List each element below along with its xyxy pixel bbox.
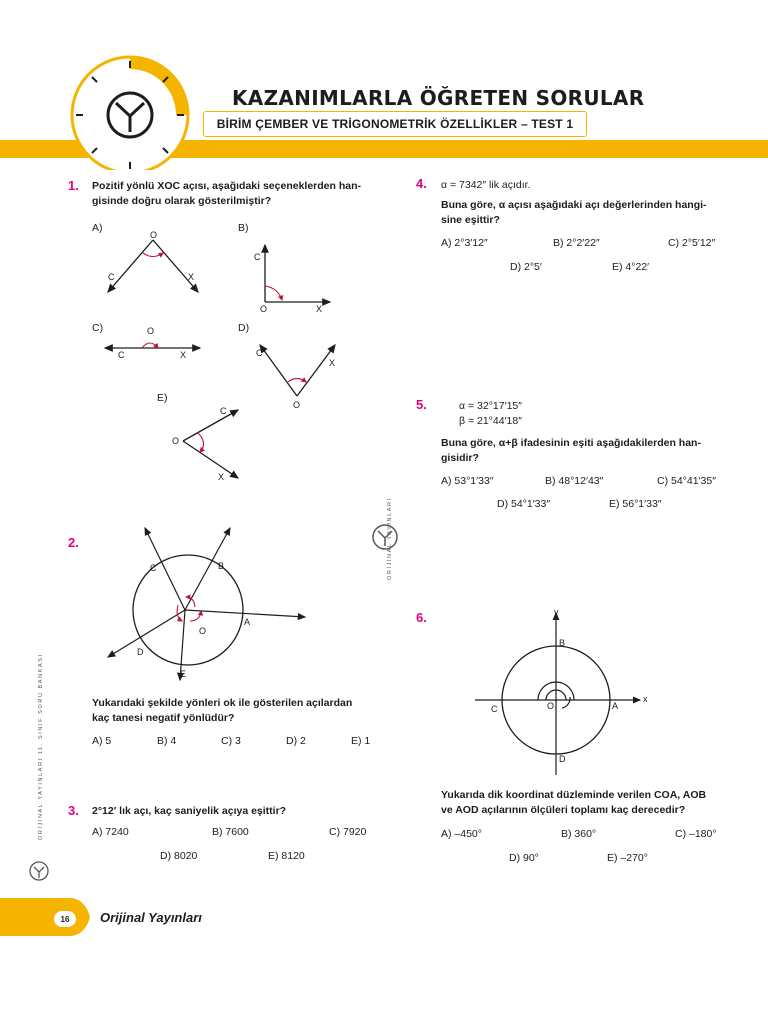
q1b-label-c: C (254, 252, 261, 262)
left-vertical-series: ORİJİNAL YAYINLARI 11. SINIF SORU BANKASI (38, 653, 44, 840)
q1d-label-x: X (329, 358, 336, 368)
q2-option-c[interactable]: C) 3 (221, 735, 241, 747)
q6-label-b: B (559, 638, 566, 648)
q2-circle-figure (100, 525, 330, 685)
page-number: 16 (54, 911, 76, 927)
q2-label-e: E (180, 669, 187, 679)
q2-label-a: A (244, 617, 251, 627)
q6-option-c[interactable]: C) –180° (675, 828, 717, 840)
q6-label-c: C (491, 704, 498, 714)
q3-option-b[interactable]: B) 7600 (212, 826, 249, 838)
q1d-label-c: C (256, 348, 263, 358)
q2-label-b: B (218, 561, 225, 571)
q6-label-a: A (612, 701, 619, 711)
q6-label-x: x (643, 694, 648, 704)
q5-number: 5. (416, 397, 427, 412)
q6-option-e[interactable]: E) –270° (607, 852, 648, 864)
q1b-label-o: O (260, 304, 268, 314)
page-title: KAZANIMLARLA ÖĞRETEN SORULAR (232, 86, 645, 110)
q1b-label-x: X (316, 304, 323, 314)
q4-given: α = 7342″ lik açıdır. (441, 179, 531, 191)
q1-angle-figures (0, 0, 768, 500)
center-logo-icon (370, 522, 400, 552)
q5-option-d[interactable]: D) 54°1′33″ (497, 498, 551, 510)
q1-text-line2: gisinde doğru olarak gösterilmiştir? (92, 195, 272, 207)
q5-beta: β = 21°44′18″ (459, 415, 522, 427)
q1-text-line1: Pozitif yönlü XOC açısı, aşağıdaki seçeneklerden han- (92, 180, 362, 192)
q6-text-line2: ve AOD açılarının ölçüleri toplamı kaç derecedir? (441, 804, 686, 816)
test-subtitle: BİRİM ÇEMBER VE TRİGONOMETRİK ÖZELLİKLER – TEST 1 (203, 111, 587, 137)
q6-label-d: D (559, 754, 566, 764)
q2-text-line2: kaç tanesi negatif yönlüdür? (92, 712, 235, 724)
q2-option-a[interactable]: A) 5 (92, 735, 112, 747)
q1a-label-x: X (188, 272, 195, 282)
q6-option-d[interactable]: D) 90° (509, 852, 539, 864)
q1e-label-c: C (220, 406, 227, 416)
q1d-label-o: O (293, 400, 301, 410)
q1c-label-c: C (118, 350, 125, 360)
q5-alpha: α = 32°17′15″ (459, 400, 522, 412)
q1a-label-c: C (108, 272, 115, 282)
q1e-label-o: O (172, 436, 180, 446)
q6-number: 6. (416, 610, 427, 625)
q5-option-e[interactable]: E) 56°1′33″ (609, 498, 662, 510)
q2-option-d[interactable]: D) 2 (286, 735, 306, 747)
q5-text-line1: Buna göre, α+β ifadesinin eşiti aşağıdakilerden han- (441, 437, 701, 449)
q6-text-line1: Yukarıda dik koordinat düzleminde verilen COA, AOB (441, 789, 707, 801)
q5-option-c[interactable]: C) 54°41′35″ (657, 475, 716, 487)
q5-text-line2: gisidir? (441, 452, 479, 464)
q6-label-o: O (547, 701, 555, 711)
q4-option-b[interactable]: B) 2°2′22″ (553, 237, 600, 249)
q6-label-y: y (554, 607, 559, 617)
publisher-name: Orijinal Yayınları (100, 910, 202, 925)
q4-number: 4. (416, 176, 427, 191)
q1-option-b[interactable]: B) (238, 222, 249, 234)
center-vertical-brand: ORİJİNAL YAYINLARI (387, 497, 393, 580)
q1-option-e[interactable]: E) (157, 392, 168, 404)
q6-option-a[interactable]: A) –450° (441, 828, 482, 840)
q3-option-c[interactable]: C) 7920 (329, 826, 367, 838)
q1e-label-x: X (218, 472, 225, 482)
q5-option-b[interactable]: B) 48°12′43″ (545, 475, 604, 487)
q2-number: 2. (68, 535, 79, 550)
q4-option-e[interactable]: E) 4°22′ (612, 261, 650, 273)
q2-label-o: O (199, 626, 207, 636)
q4-text-line2: sine eşittir? (441, 214, 500, 226)
q4-text-line1: Buna göre, α açısı aşağıdaki açı değerlerinden hangi- (441, 199, 707, 211)
q6-option-b[interactable]: B) 360° (561, 828, 597, 840)
q2-label-d: D (137, 647, 144, 657)
q3-text: 2°12′ lık açı, kaç saniyelik açıya eşittir? (92, 805, 287, 817)
q3-option-e[interactable]: E) 8120 (268, 850, 305, 862)
q2-label-c: C (150, 563, 157, 573)
q1c-label-x: X (180, 350, 187, 360)
left-logo-icon (28, 860, 50, 882)
q1-option-a[interactable]: A) (92, 222, 103, 234)
q4-option-d[interactable]: D) 2°5′ (510, 261, 542, 273)
q1c-label-o: O (147, 326, 155, 336)
q2-option-b[interactable]: B) 4 (157, 735, 177, 747)
q1-number: 1. (68, 178, 79, 193)
q1-option-c[interactable]: C) (92, 322, 104, 334)
q4-option-c[interactable]: C) 2°5′12″ (668, 237, 716, 249)
q5-option-a[interactable]: A) 53°1′33″ (441, 475, 494, 487)
q1a-label-o: O (150, 230, 158, 240)
q2-text-line1: Yukarıdaki şekilde yönleri ok ile gösterilen açılardan (92, 697, 353, 709)
q2-option-e[interactable]: E) 1 (351, 735, 371, 747)
q1-option-d[interactable]: D) (238, 322, 250, 334)
q3-option-a[interactable]: A) 7240 (92, 826, 129, 838)
q4-option-a[interactable]: A) 2°3′12″ (441, 237, 488, 249)
q3-option-d[interactable]: D) 8020 (160, 850, 198, 862)
q3-number: 3. (68, 803, 79, 818)
